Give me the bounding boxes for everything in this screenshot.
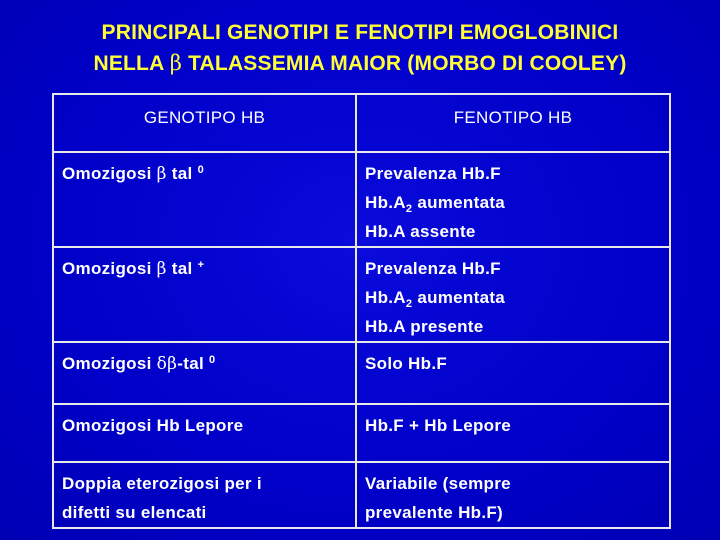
phenotype-text: Hb.A — [365, 193, 406, 212]
phenotype-line — [365, 188, 669, 217]
phenotype-line — [365, 283, 669, 312]
table-row — [53, 342, 670, 404]
subscript: 2 — [405, 203, 413, 215]
table-row — [53, 462, 670, 528]
phenotype-line: Variabile (sempre — [365, 474, 511, 493]
genotype-text-suffix: tal — [166, 259, 198, 278]
phenotype-line: prevalente Hb.F) — [365, 503, 503, 522]
title-line-2 — [0, 48, 720, 79]
phenotype-text: aumentata — [412, 288, 506, 307]
greek-symbol: β — [156, 164, 167, 184]
genotype-cell — [53, 462, 356, 528]
slide-title — [0, 18, 720, 79]
phenotype-cell — [356, 152, 670, 247]
title-line-2-end: TALASSEMIA MAIOR (MORBO DI COOLEY) — [182, 52, 627, 75]
genotype-cell — [53, 152, 356, 247]
genotype-text: Omozigosi — [62, 164, 157, 183]
phenotype-cell — [356, 462, 670, 528]
subscript: 2 — [405, 298, 413, 310]
genotype-text: Omozigosi — [62, 259, 157, 278]
table-row — [53, 404, 670, 462]
table-row — [53, 152, 670, 247]
genotype-cell: Omozigosi Hb Lepore — [53, 404, 356, 462]
phenotype-line: Prevalenza Hb.F — [365, 164, 501, 183]
title-line-1: PRINCIPALI GENOTIPI E FENOTIPI EMOGLOBINICI — [101, 21, 619, 44]
phenotype-line: Hb.A presente — [365, 317, 484, 336]
genotype-text-suffix: tal — [166, 164, 198, 183]
genotype-cell — [53, 247, 356, 342]
phenotype-cell — [356, 247, 670, 342]
phenotype-text: aumentata — [412, 193, 506, 212]
beta-symbol: β — [169, 51, 183, 75]
genotype-line: difetti su elencati — [62, 503, 207, 522]
genotype-line: Doppia eterozigosi per i — [62, 474, 262, 493]
superscript: 0 — [197, 164, 204, 176]
phenotype-line: Hb.A assente — [365, 222, 476, 241]
table-header-row — [53, 94, 670, 152]
title-line-2-start: NELLA — [93, 52, 170, 75]
header-phenotype: FENOTIPO HB — [356, 94, 670, 152]
table-row — [53, 247, 670, 342]
superscript: + — [197, 259, 205, 271]
greek-symbol: δβ — [156, 354, 178, 374]
header-genotype: GENOTIPO HB — [53, 94, 356, 152]
phenotype-cell: Hb.F + Hb Lepore — [356, 404, 670, 462]
phenotype-text: Hb.A — [365, 288, 406, 307]
phenotype-cell: Solo Hb.F — [356, 342, 670, 404]
genotype-cell — [53, 342, 356, 404]
phenotype-line: Prevalenza Hb.F — [365, 259, 501, 278]
genotype-phenotype-table — [52, 93, 671, 529]
genotype-text-suffix: -tal — [177, 354, 210, 373]
genotype-text: Omozigosi — [62, 354, 157, 373]
superscript: 0 — [209, 354, 216, 366]
greek-symbol: β — [156, 259, 167, 279]
